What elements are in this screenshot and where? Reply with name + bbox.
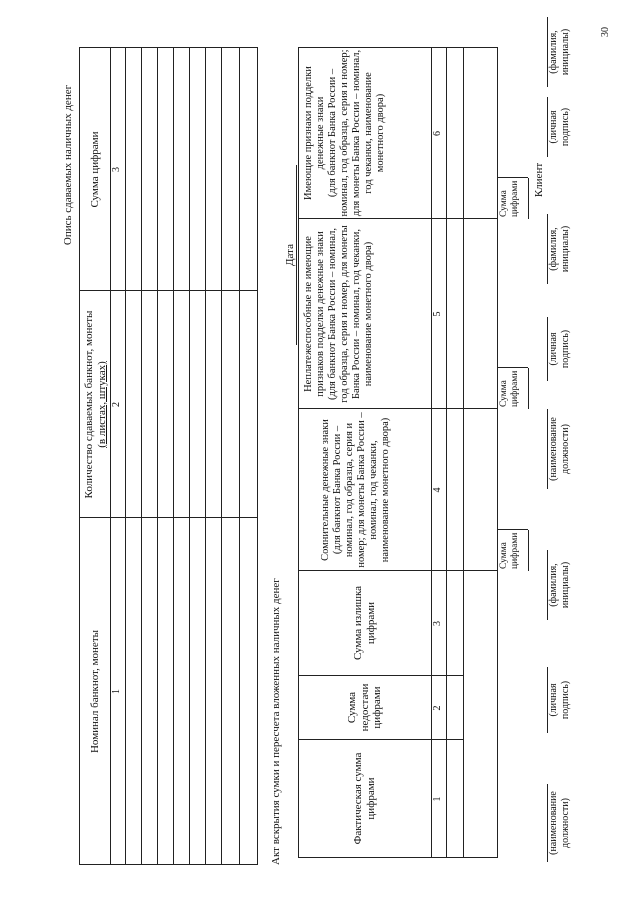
sig-position-1: (наименование должности) [548,791,571,855]
header-insolvent-title: Неплатежеспособные не имеющие признаков подделки денежные знаки [303,231,327,397]
act-num-3: 3 [432,621,443,626]
sig-name-3: (фамилия, инициалы) [548,28,571,76]
date-label: Дата [284,244,296,266]
header-doubtful-desc: (для банкнот Банка России – номинал, год образца, серия и номер; для монеты Банка России – номинал, год чеканки, наименование монетного двора) [332,412,392,568]
act-num-2: 2 [432,705,443,711]
page-number: 30 [600,27,611,37]
header-doubtful [320,411,392,569]
header-actual-sum: Фактическая сумма цифрами [352,752,377,845]
header-shortage: Сумма недостачи цифрами [346,683,384,732]
act-title: Акт вскрытия сумки и пересчета вложенных наличных денег [270,578,282,865]
sig-signature-3: (личная подпись) [548,107,571,147]
col-nominal-header: Номинал банкнот, монеты [88,629,101,754]
col-quantity-header-line1: Количество сдаваемых банкнот, монеты [83,310,95,499]
sig-name-2: (фамилия, инициалы) [548,225,571,273]
header-counterfeit [303,49,387,217]
col-number-1: 1 [111,689,122,694]
header-counterfeit-desc: (для банкнот Банка России – номинал, год образца, серия и номер; для монеты Банка России – номинал, год чеканки, наименование монетного двора) [327,49,387,217]
col-sum-header: Сумма цифрами [88,131,101,208]
sum-label-doubtful: Сумма цифрами [499,532,520,569]
client-label: Клиент [533,162,545,198]
sig-signature-1: (личная подпись) [548,680,571,720]
sig-position-2: (наименование должности) [548,417,571,481]
col-quantity-header [83,291,108,518]
inventory-title: Опись сдаваемых наличных денег [62,84,74,246]
col-quantity-header-line2: (в листах, штуках) [95,361,108,448]
act-num-1: 1 [432,796,443,802]
act-num-4: 4 [432,487,443,493]
header-doubtful-title: Сомнительные денежные знаки [320,419,331,561]
col-number-3: 3 [111,167,122,172]
sig-signature-2: (личная подпись) [548,329,571,369]
header-insolvent-desc: (для банкнот Банка России – номинал, год образца, серия и номер, для монеты Банка России – номинал, год чеканки, наименование монетного двора) [327,225,375,403]
header-counterfeit-title: Имеющие признаки подделки денежные знаки [303,66,327,200]
header-surplus: Сумма излишка цифрами [352,585,377,661]
sum-label-insolvent: Сумма цифрами [499,370,520,407]
header-insolvent [303,221,375,407]
sum-label-counterfeit: Сумма цифрами [499,180,520,217]
sig-name-1: (фамилия, инициалы) [548,561,571,609]
act-num-6: 6 [432,131,443,136]
act-num-5: 5 [432,311,443,317]
col-number-2: 2 [111,402,122,407]
